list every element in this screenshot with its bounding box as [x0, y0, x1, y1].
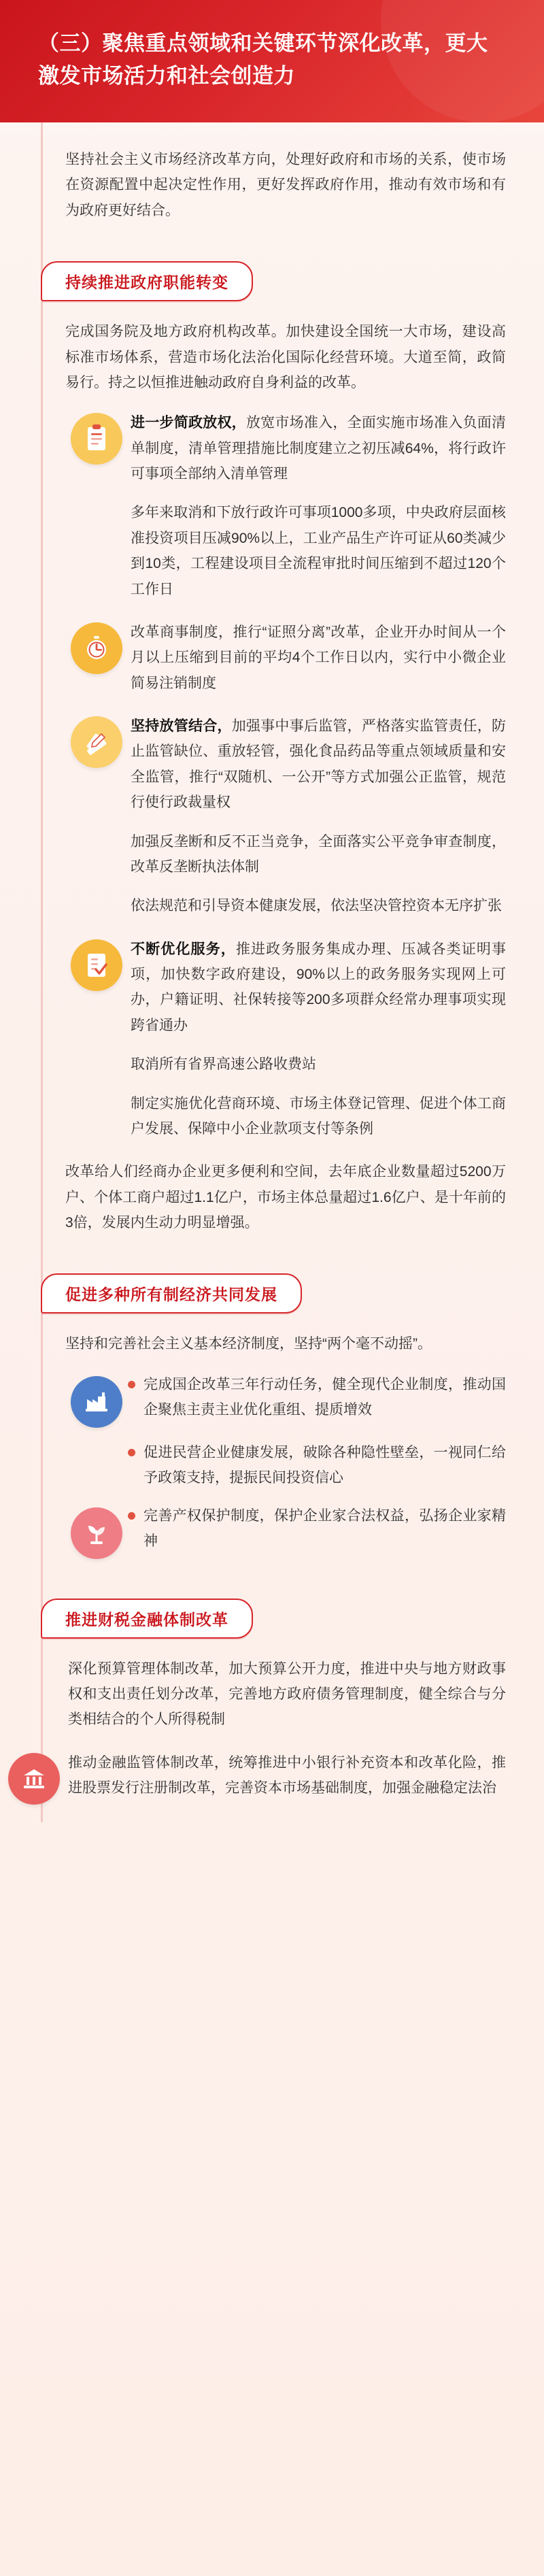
section-heading-2-label: 促进多种所有制经济共同发展 — [41, 1273, 302, 1314]
section-2-bullet-list — [65, 1372, 506, 1559]
paragraph: 加强反垄断和反不正当竞争，全面落实公平竞争审查制度，改革反垄断执法体制 — [131, 833, 506, 875]
icon-column — [65, 937, 128, 991]
banner-header — [0, 0, 544, 122]
bullet-dot — [128, 1449, 135, 1456]
icon-block-clipboard — [65, 410, 506, 602]
page-title: （三）聚焦重点领域和关键环节深化改革，更大激发市场活力和社会创造力 — [38, 31, 488, 88]
icon-column — [65, 714, 128, 768]
text-column — [65, 1750, 506, 1801]
checklist-icon — [71, 939, 122, 991]
clipboard-icon — [71, 413, 122, 465]
bullet-dot — [128, 1512, 135, 1520]
intro-paragraph: 坚持社会主义市场经济改革方向，处理好政府和市场的关系，使市场在资源配置中起决定性作用，更好发挥政府作用，推动有效市场和有为政府更好结合。 — [65, 152, 506, 218]
section-heading-3 — [41, 1599, 253, 1639]
icon-block-stopwatch — [65, 620, 506, 696]
paragraph-text: 推进政务服务集成办理、压减各类证明事项，加快数字政府建设，90%以上的政务服务实现网上可办，户籍证明、社保转接等200多项群众经常办理事项实现跨省通办 — [131, 941, 506, 1033]
list-item-text: 完善产权保护制度，保护企业家合法权益，弘扬企业家精神 — [143, 1507, 506, 1549]
section-1-closing: 改革给人们经商办企业更多便利和空间，去年底企业数量超过5200万户、个体工商户超过1.1亿户，市场主体总量超过1.6亿户、是十年前的3倍，发展内生动力明显增强。 — [65, 1164, 506, 1231]
stopwatch-icon — [71, 622, 122, 674]
paragraph-text: 放宽市场准入，全面实施市场准入负面清单制度，清单管理措施比制度建立之初压减64%，将行政许可事项全部纳入清单管理 — [131, 415, 507, 482]
section-1-lead: 完成国务院及地方政府机构改革。加快建设全国统一大市场，建设高标准市场体系，营造市场化法治化国际化经营环境。大道至简，政简易行。持之以恒推进触动政府自身利益的改革。 — [65, 324, 506, 390]
paragraph — [131, 937, 506, 1039]
paragraph: 依法规范和引导资本健康发展，依法坚决管控资本无序扩张 — [131, 898, 502, 914]
plant-icon — [71, 1507, 122, 1559]
paragraph-lead: 坚持放管结合， — [131, 718, 232, 735]
paragraph: 多年来取消和下放行政许可事项1000多项，中央政府层面核准投资项目压减90%以上，工业产品生产许可证从60类减少到10类，工程建设项目全流程审批时间压缩到不超过120个工作日 — [131, 505, 506, 597]
content-area — [0, 122, 544, 1863]
paragraph: 深化预算管理体制改革，加大预算公开力度，推进中央与地方财政事权和支出责任划分改革，完善地方政府债务管理制度，健全综合与分类相结合的个人所得税制 — [68, 1660, 506, 1728]
paragraph: 取消所有省界高速公路收费站 — [131, 1056, 316, 1073]
paragraph — [131, 714, 506, 816]
text-column — [128, 620, 506, 696]
paragraph — [131, 410, 506, 486]
icon-block-bank — [3, 1656, 506, 1733]
paragraph: 推动金融监管体制改革，统筹推进中小银行补充资本和改革化险，推进股票发行注册制改革，完善资本市场基础制度，加强金融稳定法治 — [68, 1754, 506, 1796]
list-item — [65, 1372, 506, 1428]
bullet-dot — [128, 1381, 135, 1388]
paragraph-text: 加强事中事后监管，严格落实监管责任，防止监管缺位、重放轻管，强化食品药品等重点领域质量和安全监管，推行“双随机、一公开”等方式加强公正监管，规范行使行政裁量权 — [131, 718, 507, 811]
icon-column — [65, 1372, 128, 1428]
icon-block-bank-2 — [3, 1750, 506, 1805]
section-heading-1 — [41, 261, 253, 301]
section-heading-2 — [41, 1273, 302, 1314]
text-column — [65, 1656, 506, 1733]
pen-ruler-icon — [71, 716, 122, 768]
icon-block-checklist — [65, 937, 506, 1142]
text-column — [128, 714, 506, 919]
list-item — [65, 1503, 506, 1559]
list-item-text: 完成国企改革三年行动任务，健全现代企业制度，推动国企聚焦主责主业优化重组、提质增效 — [143, 1376, 506, 1418]
paragraph: 制定实施优化营商环境、市场主体登记管理、促进个体工商户发展、保障中小企业款项支付等条例 — [131, 1095, 506, 1137]
paragraph-lead: 进一步简政放权， — [131, 415, 246, 431]
icon-block-pen-ruler — [65, 714, 506, 919]
list-item — [65, 1440, 506, 1491]
icon-column — [3, 1750, 65, 1805]
icon-column — [65, 1503, 128, 1559]
bank-icon — [8, 1753, 60, 1805]
paragraph: 改革商事制度，推行“证照分离”改革，企业开办时间从一个月以上压缩到目前的平均4个工作日以内，实行中小微企业简易注销制度 — [131, 624, 506, 691]
text-column — [128, 937, 506, 1142]
icon-column — [65, 620, 128, 674]
body-wrapper — [0, 122, 544, 1805]
icon-column-empty — [65, 1440, 128, 1444]
icon-column — [65, 410, 128, 465]
paragraph-lead: 不断优化服务， — [131, 941, 236, 957]
list-item-text: 促进民营企业健康发展，破除各种隐性壁垒，一视同仁给予政策支持，提振民间投资信心 — [143, 1444, 506, 1486]
factory-icon — [71, 1376, 122, 1428]
section-heading-3-label: 推进财税金融体制改革 — [41, 1599, 253, 1639]
section-2-lead: 坚持和完善社会主义基本经济制度，坚持“两个毫不动摇”。 — [65, 1336, 432, 1352]
text-column — [128, 410, 506, 602]
icon-column-empty — [3, 1656, 65, 1659]
section-heading-1-label: 持续推进政府职能转变 — [41, 261, 253, 301]
